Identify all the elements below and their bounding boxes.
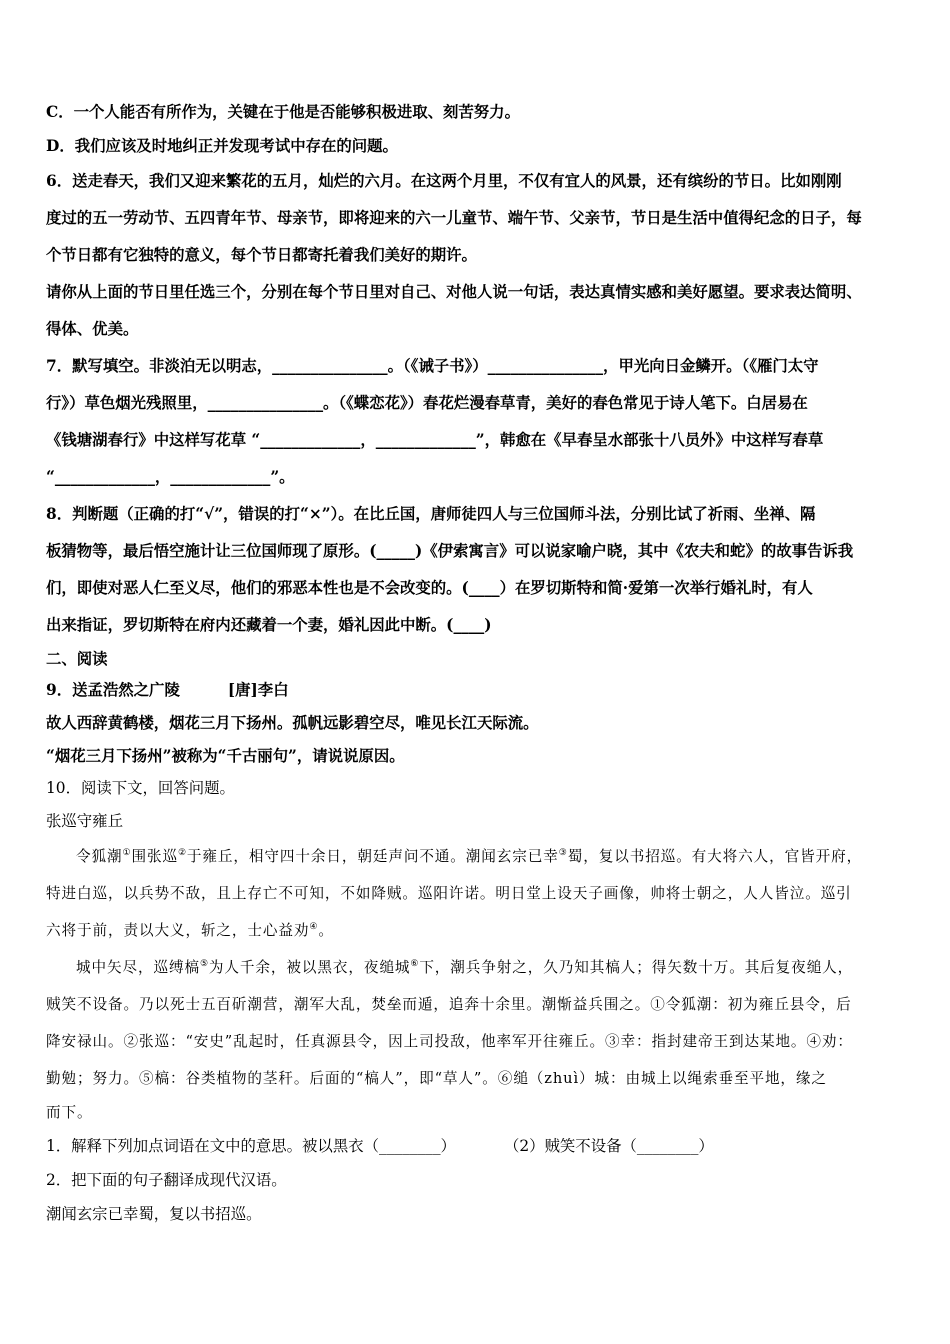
- q6-line-2: 度过的五一劳动节、五四青年节、母亲节，即将迎来的六一儿童节、端午节、父亲节，节日是生活中值得纪念的日子，每: [46, 209, 862, 227]
- document-page: [46, 95, 912, 1231]
- q10-sub1: [46, 1129, 912, 1163]
- p2-text-b: 为人千余，被以黑衣，夜缒城: [208, 959, 411, 976]
- footnote-2: ②: [177, 848, 187, 859]
- p1-text-b: 围张巡: [131, 848, 178, 865]
- q10-sub2-sentence: 潮闻玄宗已幸蜀，复以书招巡。: [46, 1205, 262, 1223]
- q8-line-4: 出来指证，罗切斯特在府内还藏着一个妻，婚礼因此中断。(____): [46, 616, 492, 634]
- passage-p1-line-1: [46, 838, 912, 875]
- footnote-6: ⑥: [410, 959, 420, 970]
- p1-text-f: 。: [318, 922, 334, 939]
- q10-passage-title: 张巡守雍丘: [46, 812, 123, 830]
- q10-intro: 10．阅读下文，回答问题。: [46, 779, 235, 797]
- p1-text-d: 蜀，复以书招巡。有大将六人，官皆开府，: [567, 848, 863, 865]
- passage-p2-line-3: 降安禄山。②张巡：“安史”乱起时，任真源县令，因上司投敌，他率军开往雍丘。③幸：指封建帝王到达某地。④劝：: [46, 1033, 853, 1050]
- p1-text-c: 于雍丘，相守四十余日，朝廷声问不通。潮闻玄宗已幸: [186, 848, 559, 865]
- passage-p2-line-1: [46, 949, 912, 986]
- p2-text-a: 城中矢尽，巡缚槁: [76, 959, 200, 976]
- footnote-3: ③: [558, 848, 568, 859]
- footnote-4: ④: [309, 922, 319, 933]
- passage-p1-line-2: 特进白巡，以兵势不敌，且上存亡不可知，不如降贼。巡阳许诺。明日堂上设天子画像，帅将士朝之，人人皆泣。巡引: [46, 885, 852, 902]
- q8-line-2: 板猜物等，最后悟空施计让三位国师现了原形。(_____)《伊索寓言》可以说家喻户晓，其中《农夫和蛇》的故事告诉我: [46, 542, 854, 560]
- footnote-1: ①: [122, 848, 132, 859]
- passage-p2-line-4: 勤勉；努力。⑤槁：谷类植物的茎秆。后面的“槁人”，即“草人”。⑥缒（zhuì）城：由城上以绳索垂至平地，缘之: [46, 1070, 827, 1087]
- passage-p1-line-3: [46, 912, 912, 949]
- q6-line-3: 个节日都有它独特的意义，每个节日都寄托着我们美好的期许。: [46, 246, 477, 264]
- p1-text-a: 令狐潮: [76, 848, 123, 865]
- q9-poem-title: 9．送孟浩然之广陵: [46, 681, 180, 699]
- passage-p2-line-2: 贼笑不设备。乃以死士五百斫潮营，潮军大乱，焚垒而遁，追奔十余里。潮惭益兵围之。①令狐潮：初为雍丘县令，后: [46, 996, 852, 1013]
- q7-line-1: 7．默写填空。非淡泊无以明志，_______________。（《诫子书》）_______________，甲光向日金鳞开。（《雁门太守: [46, 357, 819, 375]
- p2-text-c: 下，潮兵争射之，久乃知其槁人；得矢数十万。其后复夜缒人，: [419, 959, 854, 976]
- footnote-5: ⑤: [199, 959, 209, 970]
- q9-question: “烟花三月下扬州”被称为“千古丽句”，请说说原因。: [46, 747, 405, 765]
- q6-line-1: 6．送走春天，我们又迎来繁花的五月，灿烂的六月。在这两个月里，不仅有宜人的风景，还有缤纷的节日。比如刚刚: [46, 172, 842, 190]
- q8-line-3: 们，即使对恶人仁至义尽，他们的邪恶本性也是不会改变的。(____）在罗切斯特和简·爱第一次举行婚礼时，有人: [46, 579, 813, 597]
- q9-poem: 故人西辞黄鹤楼，烟花三月下扬州。孤帆远影碧空尽，唯见长江天际流。: [46, 714, 539, 732]
- q10-sub1-b: （2）贼笑不设备（________）: [503, 1137, 714, 1155]
- q9-title: [46, 675, 912, 706]
- q6-line-5: 得体、优美。: [46, 320, 139, 338]
- p1-text-e: 六将于前，责以大义，斩之，士心益劝: [46, 922, 310, 939]
- q10-sub2: 2．把下面的句子翻译成现代汉语。: [46, 1171, 287, 1189]
- q8-line-1: 8．判断题（正确的打“√”，错误的打“×”）。在比丘国，唐师徒四人与三位国师斗法，分别比试了祈雨、坐禅、隔: [46, 505, 816, 523]
- q6-line-4: 请你从上面的节日里任选三个，分别在每个节日里对自己、对他人说一句话，表达真情实感和美好愿望。要求表达简明、: [46, 283, 862, 301]
- passage-p2-line-5: 而下。: [46, 1104, 93, 1121]
- q7-line-3: 《钱塘湖春行》中这样写花草 “_____________，_____________”，韩愈在《早春呈水部张十八员外》中这样写春草: [46, 431, 824, 449]
- option-d: D．我们应该及时地纠正并发现考试中存在的问题。: [46, 137, 398, 155]
- section-heading-reading: 二、阅读: [46, 650, 108, 668]
- option-c: C．一个人能否有所作为，关键在于他是否能够积极进取、刻苦努力。: [46, 103, 520, 121]
- q7-line-4: “_____________，_____________”。: [46, 468, 295, 486]
- q9-poem-author: [唐]李白: [227, 681, 289, 699]
- q10-sub1-a: 1．解释下列加点词语在文中的意思。被以黑衣（________）: [46, 1137, 456, 1155]
- q7-line-2: 行》）草色烟光残照里，_______________。（《蝶恋花》）春花烂漫春草青，美好的春色常见于诗人笔下。白居易在: [46, 394, 808, 412]
